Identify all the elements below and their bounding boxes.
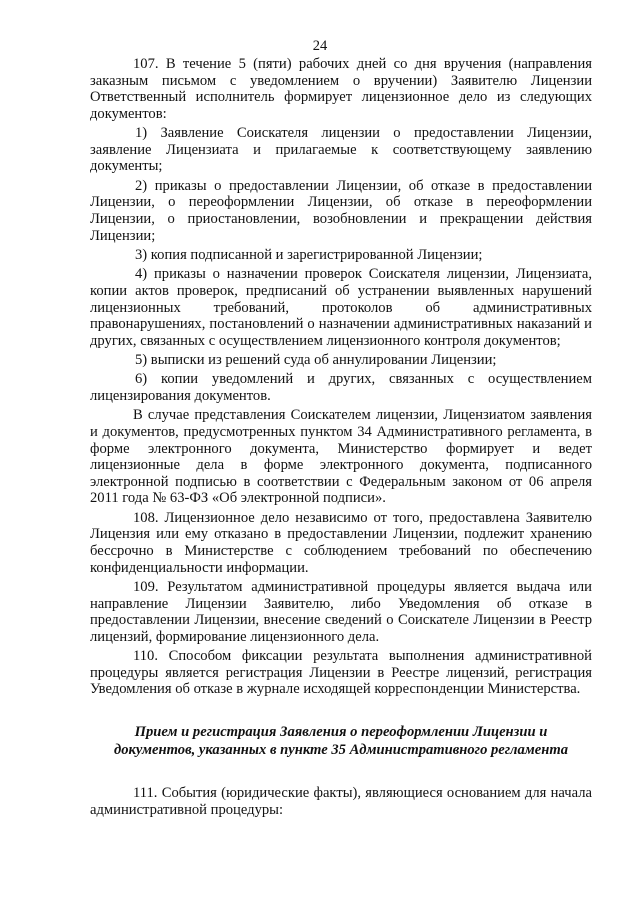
document-body	[90, 56, 592, 821]
section-heading-line-2: документов, указанных в пункте 35 Административного регламента	[114, 741, 568, 758]
section-heading-line-1: Прием и регистрация Заявления о переоформлении Лицензии и	[134, 723, 548, 740]
paragraph-109: 109. Результатом административной процедуры является выдача или направление Лицензии Заявителю, либо Уведомления об отказе в предоставлении Лицензии, внесение сведений о Соискателе Лицензии в Реестр лицензий, формирование лицензионного дела.	[90, 578, 592, 645]
list-item-1: 1) Заявление Соискателя лицензии о предоставлении Лицензии, заявление Лицензиата и прилагаемые к соответствующему заявлению документы;	[90, 125, 592, 175]
paragraph-110: 110. Способом фиксации результата выполнения административной процедуры является регистрация Лицензии в Реестре лицензий, регистрация Уведомления об отказе в журнале исходящей корреспонденции Министерства.	[90, 648, 592, 698]
paragraph-electronic-form: В случае представления Соискателем лицензии, Лицензиатом заявления и документов, предусмотренных пунктом 34 Административного регламента, в форме электронного документа, Министерство формирует и ведет лицензионные дела в форме электронного документа, подписанного электронной подписью в соответствии с Федеральным законом от 06 апреля 2011 года № 63-ФЗ «Об электронной подписи».	[90, 407, 592, 507]
list-item-4: 4) приказы о назначении проверок Соискателя лицензии, Лицензиата, копии актов проверок, предписаний об устранении выявленных нарушений лицензионных требований, протоколов об административных правонарушениях, постановлений о назначении административных наказаний и других, связанных с осуществлением лицензионного контроля документов;	[90, 266, 592, 349]
list-item-5: 5) выписки из решений суда об аннулировании Лицензии;	[135, 352, 497, 369]
paragraph-111: 111. События (юридические факты), являющиеся основанием для начала административной процедуры:	[90, 784, 592, 818]
paragraph-108: 108. Лицензионное дело независимо от того, предоставлена Заявителю Лицензия или ему отказано в предоставлении Лицензии, подлежит хранению бессрочно в Министерстве с соблюдением требований по обеспечению конфиденциальности информации.	[90, 509, 592, 576]
page-number: 24	[312, 38, 328, 54]
section-heading	[90, 723, 592, 759]
list-item-6: 6) копии уведомлений и других, связанных с осуществлением лицензирования документов.	[90, 371, 592, 405]
list-item-3: 3) копия подписанной и зарегистрированной Лицензии;	[135, 246, 483, 263]
list-item-2: 2) приказы о предоставлении Лицензии, об отказе в предоставлении Лицензии, о переоформлении Лицензии, об отказе в переоформлении Лицензии, о приостановлении, возобновлении и прекращении действия Лицензии;	[90, 177, 592, 244]
paragraph-107: 107. В течение 5 (пяти) рабочих дней со дня вручения (направления заказным письмом с уведомлением о вручении) Заявителю Лицензии Ответственный исполнитель формирует лицензионное дело из следующих документов:	[90, 56, 592, 122]
